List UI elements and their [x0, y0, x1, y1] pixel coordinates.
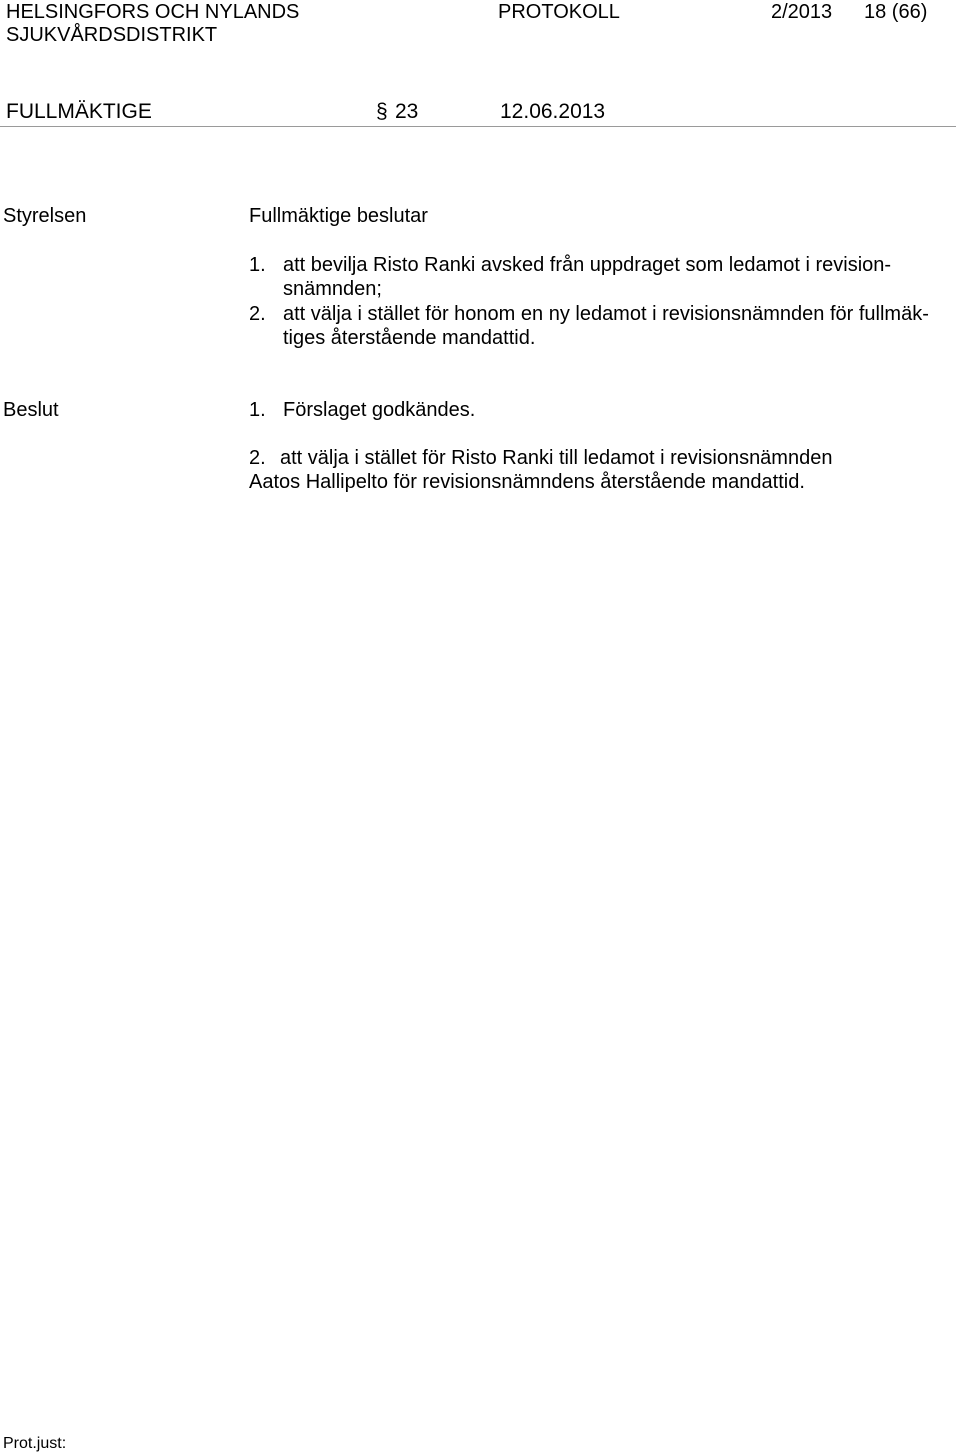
proposal-intro: Fullmäktige beslutar: [249, 205, 428, 227]
header-divider: [0, 126, 956, 127]
protocol-number: 2/2013: [771, 1, 833, 23]
decision-item-number: 2.: [249, 447, 266, 469]
section-number: 23: [395, 100, 419, 123]
section-sign: §: [376, 100, 388, 123]
document-type: PROTOKOLL: [498, 1, 620, 23]
decision-item-text-cont: Aatos Hallipelto för revisionsnämndens återstående mandattid.: [249, 471, 805, 493]
decision-label: Beslut: [3, 399, 59, 421]
decision-item-number: 1.: [249, 399, 266, 421]
meeting-date: 12.06.2013: [500, 100, 606, 123]
protocol-checker-label: Prot.just:: [3, 1435, 67, 1452]
organization-name-line1: HELSINGFORS OCH NYLANDS: [6, 1, 300, 23]
proposal-item-number: 1.: [249, 254, 266, 276]
meeting-body: FULLMÄKTIGE: [6, 100, 152, 123]
proposal-item-text: att välja i stället för honom en ny ledamot i revisionsnämnden för fullmäk-: [283, 303, 929, 325]
proposal-label: Styrelsen: [3, 205, 87, 227]
proposal-item-text-cont: tiges återstående mandattid.: [283, 327, 536, 349]
decision-item-text: Förslaget godkändes.: [283, 399, 476, 421]
proposal-item-text-cont: snämnden;: [283, 278, 382, 300]
proposal-item-number: 2.: [249, 303, 266, 325]
decision-item-text: att välja i stället för Risto Ranki till ledamot i revisionsnämnden: [280, 447, 833, 469]
proposal-item-text: att bevilja Risto Ranki avsked från uppdraget som ledamot i revision-: [283, 254, 892, 276]
page-number: 18 (66): [864, 1, 928, 23]
organization-name-line2: SJUKVÅRDSDISTRIKT: [6, 24, 218, 46]
